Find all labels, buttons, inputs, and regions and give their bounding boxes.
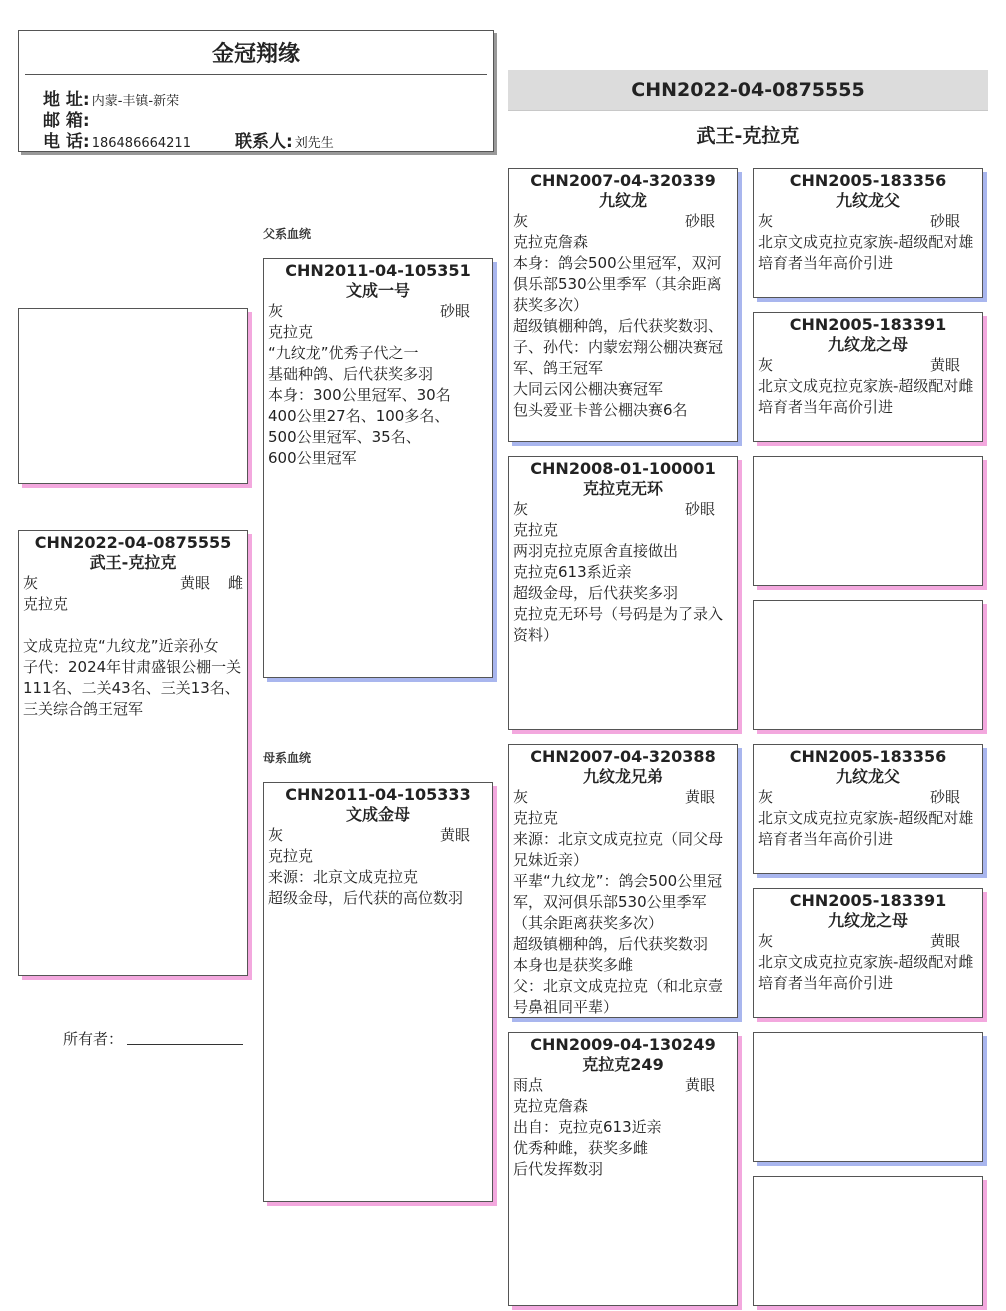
ss-line: 本身：鸽会500公里冠军，双河俱乐部530公里季军（其余距离获奖多次） (513, 254, 722, 314)
dss-eye: 砂眼 (929, 788, 960, 806)
dd-color: 雨点 (513, 1076, 544, 1094)
dss-card (753, 744, 983, 874)
ds-line: 超级镇棚种鸽，后代获奖数羽 (513, 935, 709, 953)
ds-line: 克拉克 (513, 809, 559, 827)
dam-line-label: 母系血统 (263, 751, 312, 765)
ss-name: 九纹龙 (598, 191, 647, 210)
sss-color: 灰 (758, 212, 774, 230)
sire-line: “九纹龙”优秀子代之一 (268, 344, 419, 362)
ds-line: 来源：北京文成克拉克（同父母兄妹近亲） (513, 830, 724, 869)
dd-line: 优秀种雌，获奖多雌 (513, 1139, 649, 1157)
ds-color: 灰 (513, 788, 529, 806)
subject-name: 武王-克拉克 (89, 553, 177, 572)
ssd-line: 北京文成克拉克家族-超级配对雌 (758, 377, 974, 395)
sd-ring: CHN2008-01-100001 (530, 459, 716, 478)
dam-eye: 黄眼 (439, 826, 470, 844)
sire-eye: 砂眼 (439, 302, 470, 320)
owner-label: 所有者： (63, 1030, 124, 1048)
ssd-eye: 黄眼 (929, 356, 960, 374)
dam-dam-card (508, 1032, 738, 1306)
ss-color: 灰 (513, 212, 529, 230)
sd-line: 克拉克613系近亲 (513, 563, 632, 581)
dd-line: 后代发挥数羽 (513, 1160, 604, 1178)
sd-line: 克拉克无环号（号码是为了录入资料） (513, 605, 724, 644)
dss-name: 九纹龙父 (835, 767, 900, 786)
sss-traits (758, 211, 978, 232)
ss-line: 子、孙代：内蒙宏翔公棚决赛冠军、鸽王冠军 (513, 338, 724, 377)
sire-card (263, 258, 493, 678)
sd-eye: 砂眼 (684, 500, 715, 518)
header-divider (25, 74, 487, 75)
ss-line: 克拉克詹森 (513, 233, 589, 251)
dsd-line: 培育者当年高价引进 (758, 974, 894, 992)
phone-value: 186486664211 (91, 136, 191, 151)
ss-traits (513, 211, 733, 232)
owner-signature-line (127, 1044, 243, 1045)
dd-eye: 黄眼 (684, 1076, 715, 1094)
dam-ring: CHN2011-04-105333 (285, 785, 471, 804)
dsd-name: 九纹龙之母 (827, 911, 908, 930)
dd-name: 克拉克249 (582, 1055, 664, 1074)
dss-traits (758, 787, 978, 808)
subject-ring: CHN2022-04-0875555 (34, 533, 232, 552)
sire-traits (268, 301, 488, 322)
dsd-eye: 黄眼 (929, 932, 960, 950)
dsd-card (753, 888, 983, 1018)
sire-line: 基础种鸽、后代获奖多羽 (268, 365, 434, 383)
ds-name: 九纹龙兄弟 (582, 767, 663, 786)
bird-name-heading: 武王-克拉克 (696, 125, 800, 147)
sss-eye: 砂眼 (929, 212, 960, 230)
ss-line: 超级镇棚种鸽，后代获奖数羽、 (513, 317, 724, 335)
subject-spacer (23, 615, 243, 636)
sd-name: 克拉克无环 (582, 479, 663, 498)
dsd-color: 灰 (758, 932, 774, 950)
address-value: 内蒙-丰镇-新荣 (91, 94, 180, 109)
subject-note: 文成克拉克“九纹龙”近亲孙女 (23, 637, 219, 655)
ss-line: 包头爱亚卡普公棚决赛6名 (513, 401, 688, 419)
dss-line: 培育者当年高价引进 (758, 830, 894, 848)
sdd-card-empty (753, 600, 983, 730)
sds-card-empty (753, 456, 983, 586)
dam-color: 灰 (268, 826, 284, 844)
ds-line: 平辈“九纹龙”：鸽会500公里冠军，双河俱乐部530公里季军（其余距离获奖多次） (513, 872, 723, 932)
sss-line: 培育者当年高价引进 (758, 254, 894, 272)
contact-value: 刘先生 (294, 136, 334, 151)
sire-line: 500公里冠军、35名、 (268, 428, 421, 446)
dam-card (263, 782, 493, 1202)
dam-sire-card (508, 744, 738, 1018)
ds-traits (513, 787, 733, 808)
dd-line: 出自：克拉克613近亲 (513, 1118, 662, 1136)
sd-line: 两羽克拉克原舍直接做出 (513, 542, 679, 560)
dss-ring: CHN2005-183356 (789, 747, 947, 766)
dam-traits (268, 825, 488, 846)
ssd-color: 灰 (758, 356, 774, 374)
subject-eye: 黄眼 (179, 574, 210, 592)
ssd-name: 九纹龙之母 (827, 335, 908, 354)
ds-eye: 黄眼 (684, 788, 715, 806)
dam-line: 超级金母，后代获的高位数羽 (268, 889, 464, 907)
sd-color: 灰 (513, 500, 529, 518)
dss-color: 灰 (758, 788, 774, 806)
bird-photo-frame (18, 308, 248, 484)
dds-card-empty (753, 1032, 983, 1162)
dd-ring: CHN2009-04-130249 (530, 1035, 716, 1054)
ss-ring: CHN2007-04-320339 (530, 171, 716, 190)
sire-line: 400公里27名、100多名、 (268, 407, 450, 425)
ds-line: 本身也是获奖多雌 (513, 956, 634, 974)
sss-card (753, 168, 983, 298)
dam-line: 来源：北京文成克拉克 (268, 868, 419, 886)
dss-line: 北京文成克拉克家族-超级配对雄 (758, 809, 974, 827)
subject-offspring: 子代：2024年甘肃盛银公棚一关111名、二关43名、三关13名、三关综合鸽王冠军 (23, 658, 242, 718)
sd-line: 超级金母，后代获奖多羽 (513, 584, 679, 602)
ss-eye: 砂眼 (684, 212, 715, 230)
ss-line: 大同云冈公棚决赛冠军 (513, 380, 664, 398)
loft-title: 金冠翔缘 (211, 42, 300, 67)
sire-color: 灰 (268, 302, 284, 320)
ssd-ring: CHN2005-183391 (789, 315, 947, 334)
dsd-traits (758, 931, 978, 952)
ring-number-banner: CHN2022-04-0875555 (508, 70, 988, 111)
ds-ring: CHN2007-04-320388 (530, 747, 716, 766)
subject-sex: 雌 (227, 574, 243, 592)
sire-line-label: 父系血统 (263, 227, 312, 241)
sss-ring: CHN2005-183356 (789, 171, 947, 190)
dd-line: 克拉克詹森 (513, 1097, 589, 1115)
sss-line: 北京文成克拉克家族-超级配对雄 (758, 233, 974, 251)
sire-ring: CHN2011-04-105351 (285, 261, 471, 280)
subject-traits (23, 573, 243, 594)
subject-color: 灰 (23, 574, 39, 592)
dsd-line: 北京文成克拉克家族-超级配对雌 (758, 953, 974, 971)
dam-line: 克拉克 (268, 847, 314, 865)
sire-line: 克拉克 (268, 323, 314, 341)
sd-line: 克拉克 (513, 521, 559, 539)
sire-line: 本身：300公里冠军、30名 (268, 386, 451, 404)
sire-name: 文成一号 (345, 281, 410, 300)
ddd-card-empty (753, 1176, 983, 1306)
ssd-traits (758, 355, 978, 376)
breeder-header (18, 30, 494, 152)
subject-card (18, 530, 248, 976)
sire-line: 600公里冠军 (268, 449, 357, 467)
phone-label: 电 话: (43, 132, 90, 152)
contact-label: 联系人: (234, 132, 293, 152)
sire-dam-card (508, 456, 738, 730)
subject-strain: 克拉克 (23, 595, 69, 613)
sire-sire-card (508, 168, 738, 442)
ssd-card (753, 312, 983, 442)
sd-traits (513, 499, 733, 520)
ds-line: 父：北京文成克拉克（和北京壹号鼻祖同平辈） (513, 977, 724, 1016)
dam-name: 文成金母 (345, 805, 410, 824)
address-label: 地 址: (43, 90, 90, 110)
sss-name: 九纹龙父 (835, 191, 900, 210)
ssd-line: 培育者当年高价引进 (758, 398, 894, 416)
dd-traits (513, 1075, 733, 1096)
email-label: 邮 箱: (43, 111, 90, 131)
phone-row (43, 127, 334, 152)
dsd-ring: CHN2005-183391 (789, 891, 947, 910)
